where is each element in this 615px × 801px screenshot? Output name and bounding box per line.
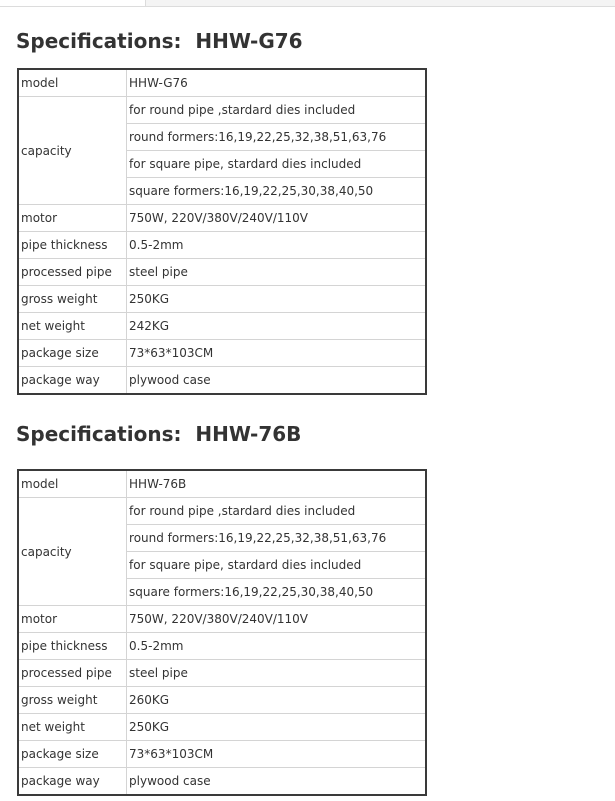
spec-label: pipe thickness — [18, 633, 127, 660]
spec-row — [18, 633, 426, 660]
spec-label: capacity — [18, 498, 127, 606]
spec-value: 73*63*103CM — [127, 741, 426, 768]
spec-value: plywood case — [127, 367, 426, 395]
spec-row — [18, 714, 426, 741]
spec-value: 260KG — [127, 687, 426, 714]
spec-label: net weight — [18, 714, 127, 741]
spec-value: for round pipe ,stardard dies included — [127, 498, 426, 525]
spec-value: 750W, 220V/380V/240V/110V — [127, 205, 426, 232]
spec-row — [18, 313, 426, 340]
spec-value: for square pipe, stardard dies included — [127, 151, 426, 178]
spec-table-76b — [17, 469, 427, 796]
spec-label: motor — [18, 606, 127, 633]
spec-row — [18, 286, 426, 313]
tab-strip-right — [301, 0, 615, 7]
spec-value: for round pipe ,stardard dies included — [127, 97, 426, 124]
spec-value: plywood case — [127, 768, 426, 796]
spec-row — [18, 259, 426, 286]
spec-label: gross weight — [18, 687, 127, 714]
spec-value: 0.5-2mm — [127, 633, 426, 660]
top-tab-strip — [0, 0, 615, 7]
spec-value: round formers:16,19,22,25,32,38,51,63,76 — [127, 124, 426, 151]
spec-label: package size — [18, 340, 127, 367]
spec-row — [18, 205, 426, 232]
spec-label: model — [18, 69, 127, 97]
spec-label: package way — [18, 367, 127, 395]
spec-value: 242KG — [127, 313, 426, 340]
tab-strip-left — [0, 0, 145, 7]
spec-value: 0.5-2mm — [127, 232, 426, 259]
spec-row — [18, 768, 426, 796]
spec-row — [18, 367, 426, 395]
spec-value: 250KG — [127, 714, 426, 741]
spec-row — [18, 470, 426, 498]
spec-value: 73*63*103CM — [127, 340, 426, 367]
spec-label: processed pipe — [18, 660, 127, 687]
spec-row — [18, 741, 426, 768]
spec-heading-g76: Specifications: HHW-G76 — [16, 29, 303, 53]
spec-value: HHW-76B — [127, 470, 426, 498]
spec-row — [18, 340, 426, 367]
spec-label: motor — [18, 205, 127, 232]
spec-value: 250KG — [127, 286, 426, 313]
spec-label: package way — [18, 768, 127, 796]
spec-table-g76 — [17, 68, 427, 395]
tab-strip-tab[interactable] — [145, 0, 302, 7]
spec-row — [18, 606, 426, 633]
spec-value: 750W, 220V/380V/240V/110V — [127, 606, 426, 633]
spec-value: HHW-G76 — [127, 69, 426, 97]
spec-label: capacity — [18, 97, 127, 205]
spec-value: steel pipe — [127, 259, 426, 286]
spec-heading-76b: Specifications: HHW-76B — [16, 422, 302, 446]
spec-label: pipe thickness — [18, 232, 127, 259]
spec-value: for square pipe, stardard dies included — [127, 552, 426, 579]
spec-label: processed pipe — [18, 259, 127, 286]
spec-label: net weight — [18, 313, 127, 340]
spec-row — [18, 97, 426, 124]
spec-label: package size — [18, 741, 127, 768]
spec-label: gross weight — [18, 286, 127, 313]
spec-row — [18, 232, 426, 259]
spec-value: steel pipe — [127, 660, 426, 687]
spec-row — [18, 498, 426, 525]
spec-row — [18, 660, 426, 687]
spec-label: model — [18, 470, 127, 498]
spec-value: square formers:16,19,22,25,30,38,40,50 — [127, 579, 426, 606]
spec-value: round formers:16,19,22,25,32,38,51,63,76 — [127, 525, 426, 552]
spec-row — [18, 69, 426, 97]
spec-row — [18, 687, 426, 714]
spec-value: square formers:16,19,22,25,30,38,40,50 — [127, 178, 426, 205]
